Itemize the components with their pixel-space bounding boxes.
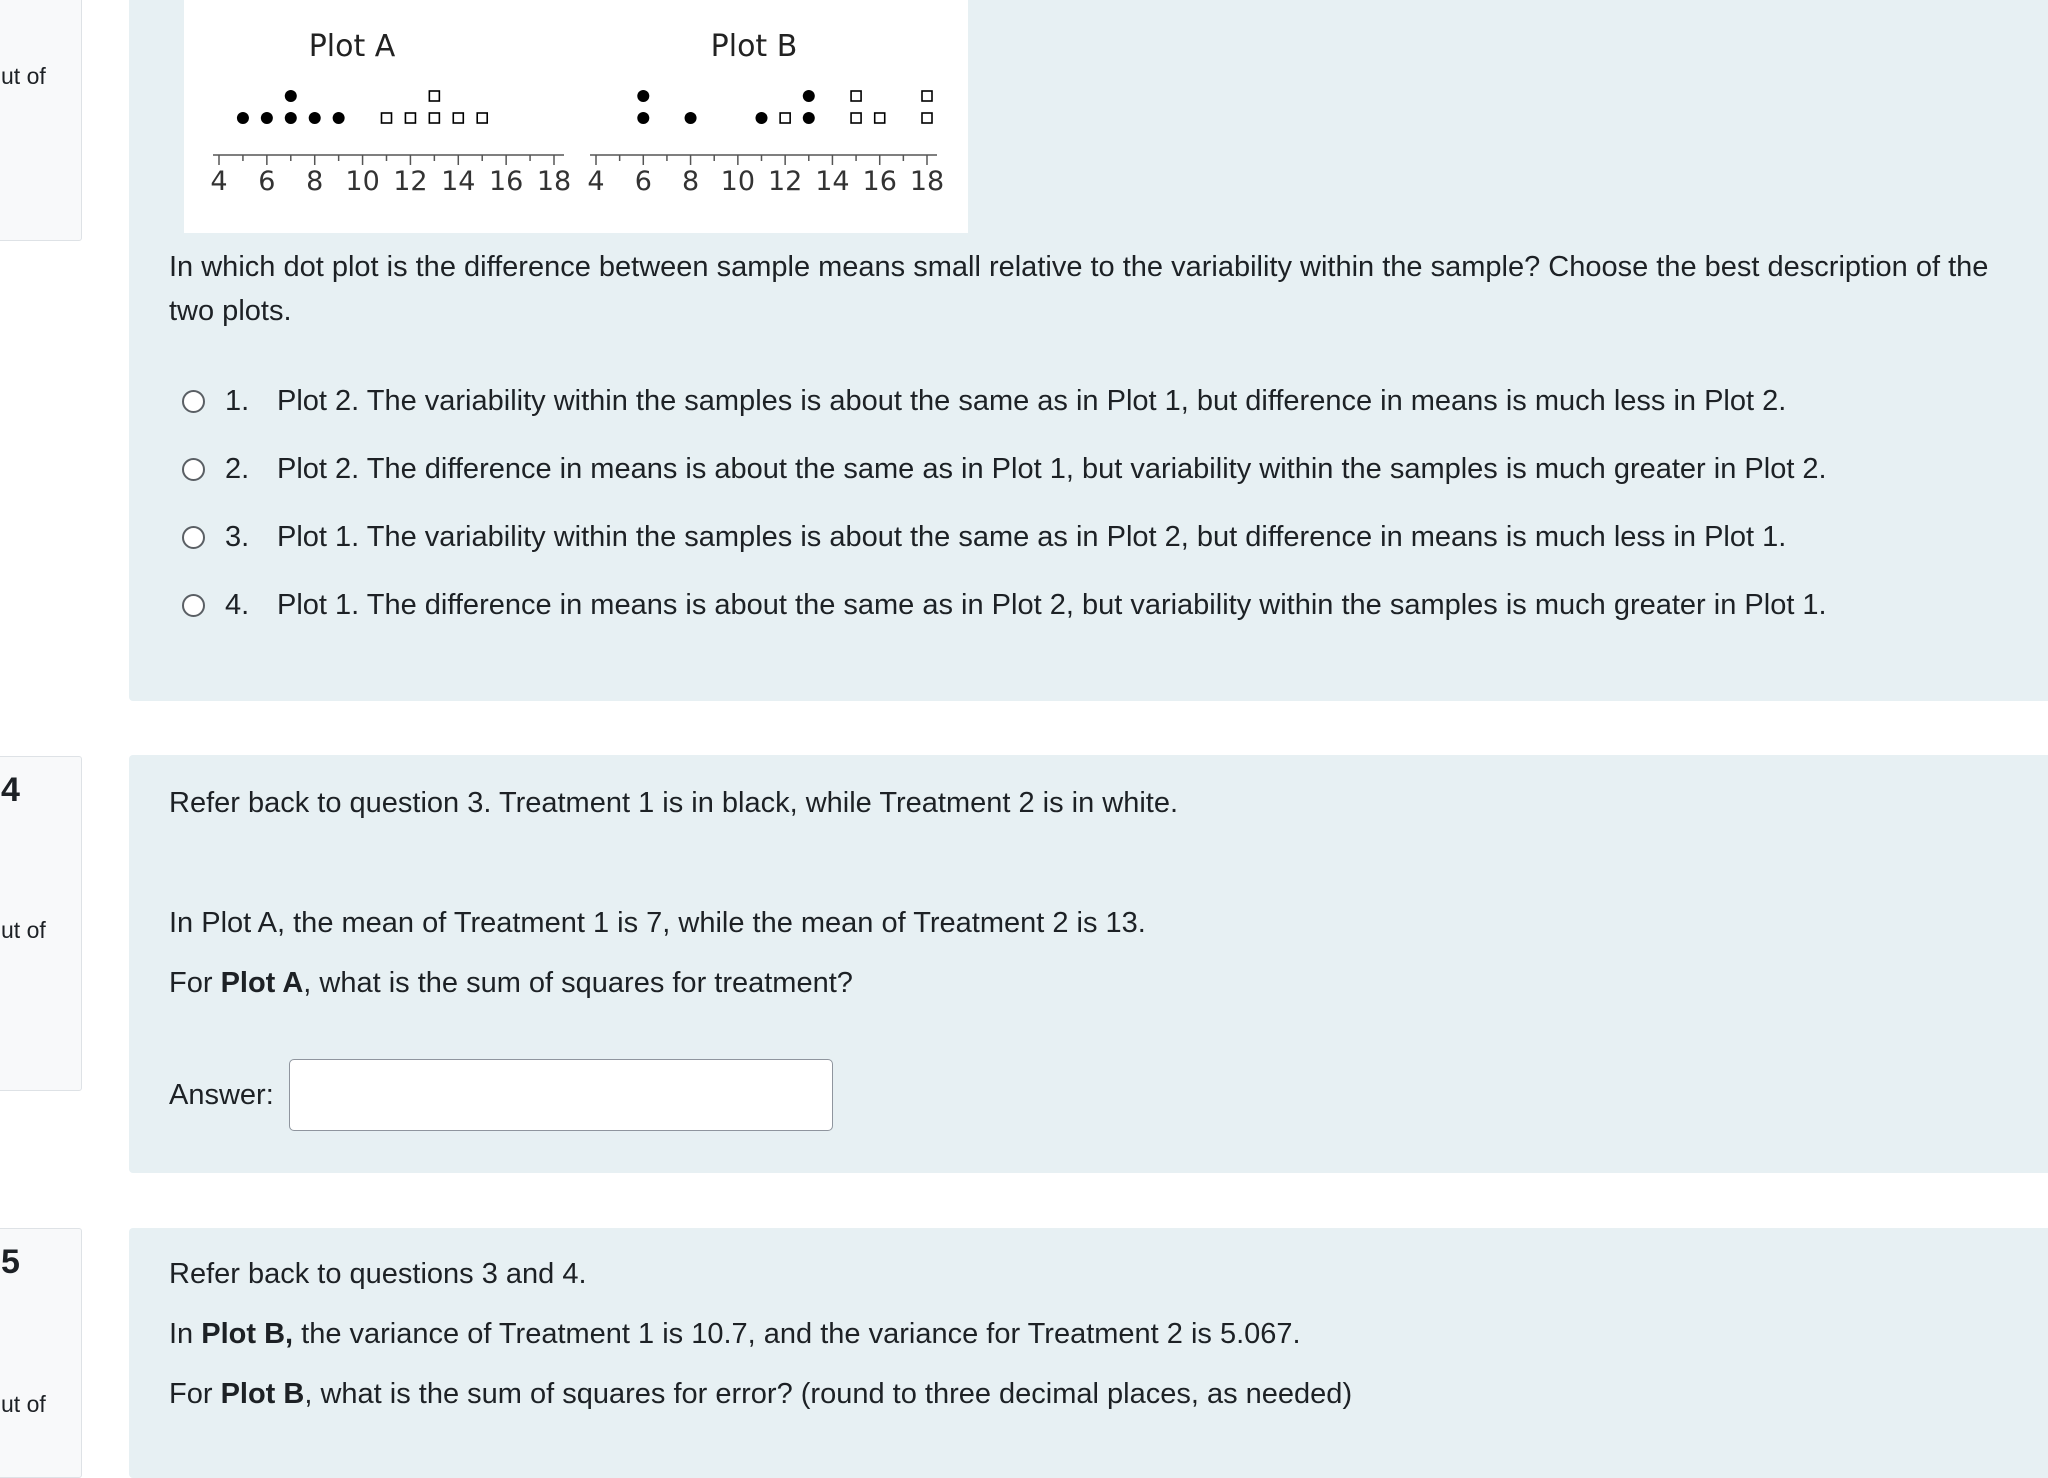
plot-title: Plot B <box>710 29 798 64</box>
question-5-formulation <box>129 1228 2048 1478</box>
answer-choice-4[interactable] <box>182 585 1827 625</box>
data-point-treatment-1 <box>803 90 815 102</box>
data-point-treatment-1 <box>637 90 649 102</box>
question-3-formulation <box>129 0 2048 701</box>
tick-label: 8 <box>681 166 700 197</box>
question-text-line-3 <box>169 1372 1352 1416</box>
data-point-treatment-1 <box>756 112 768 124</box>
data-point-treatment-1 <box>261 112 273 124</box>
choice-label[interactable]: Plot 2. The variability within the samples is about the same as in Plot 1, but difference in means is much less in Plot 2. <box>277 384 1787 417</box>
question-info-5 <box>0 1228 82 1478</box>
data-point-treatment-1 <box>803 112 815 124</box>
choice-label[interactable]: Plot 2. The difference in means is about the same as in Plot 1, but variability within the samples is much greater in Plot 2. <box>277 452 1827 485</box>
answer-input[interactable] <box>289 1059 833 1131</box>
data-point-treatment-1 <box>685 112 697 124</box>
data-point-treatment-2 <box>405 113 415 123</box>
answer-choice-3[interactable] <box>182 517 1786 557</box>
question-out-of: ut of <box>1 1391 46 1417</box>
text: , what is the sum of squares for error? (round to three decimal places, as needed) <box>304 1378 1353 1410</box>
radio-button[interactable] <box>182 390 205 413</box>
question-4-formulation <box>129 755 2048 1173</box>
data-point-treatment-1 <box>309 112 321 124</box>
question-out-of: ut of <box>1 917 46 943</box>
answer-label: Answer: <box>169 1079 274 1111</box>
question-prompt: In which dot plot is the difference between sample means small relative to the variability within the sample? Choose the best description of the two plots. <box>169 251 1989 327</box>
data-point-treatment-2 <box>875 113 885 123</box>
question-number: 4 <box>1 771 20 809</box>
question-text-line-3 <box>169 961 853 1005</box>
data-point-treatment-2 <box>922 91 932 101</box>
choice-number: 3. <box>225 520 250 553</box>
text: In <box>169 1318 202 1350</box>
bold-text: Plot A <box>220 967 304 999</box>
tick-label: 8 <box>306 166 324 197</box>
tick-label: 18 <box>536 166 572 197</box>
text: , what is the sum of squares for treatment? <box>303 967 853 999</box>
data-point-treatment-2 <box>780 113 790 123</box>
data-point-treatment-1 <box>637 112 649 124</box>
radio-button[interactable] <box>182 526 205 549</box>
text: For <box>169 967 221 999</box>
data-point-treatment-2 <box>851 113 861 123</box>
tick-label: 10 <box>720 166 756 197</box>
tick-label: 6 <box>258 166 276 197</box>
tick-label: 14 <box>441 166 476 197</box>
question-text-line-2 <box>169 1312 1301 1356</box>
choice-number: 1. <box>225 384 250 417</box>
data-point-treatment-2 <box>429 113 439 123</box>
text: For <box>169 1378 221 1410</box>
text: the variance of Treatment 1 is 10.7, and the variance for Treatment 2 is 5.067. <box>293 1318 1301 1350</box>
data-point-treatment-2 <box>429 91 439 101</box>
tick-label: 16 <box>488 166 524 197</box>
answer-choice-2[interactable] <box>182 449 1827 489</box>
data-point-treatment-2 <box>922 113 932 123</box>
tick-label: 10 <box>345 166 380 197</box>
question-text-line-1: Refer back to question 3. Treatment 1 is in black, while Treatment 2 is in white. <box>169 787 1179 819</box>
plot-title: Plot A <box>308 29 396 64</box>
tick-label: 12 <box>393 166 428 197</box>
question-info-3 <box>0 0 82 241</box>
choice-number: 4. <box>225 588 250 621</box>
question-number: 5 <box>1 1243 20 1281</box>
question-out-of: ut of <box>1 63 46 89</box>
data-point-treatment-1 <box>285 90 297 102</box>
bold-text: Plot B <box>220 1378 305 1410</box>
tick-label: 12 <box>767 166 803 197</box>
question-text-line-1: Refer back to questions 3 and 4. <box>169 1258 587 1290</box>
data-point-treatment-1 <box>237 112 249 124</box>
tick-label: 4 <box>210 166 228 197</box>
data-point-treatment-2 <box>453 113 463 123</box>
tick-label: 14 <box>815 166 850 197</box>
tick-label: 16 <box>862 166 897 197</box>
question-text-line-2: In Plot A, the mean of Treatment 1 is 7, while the mean of Treatment 2 is 13. <box>169 907 1146 939</box>
dot-plots-image <box>184 0 968 233</box>
tick-label: 18 <box>909 166 945 197</box>
answer-choice-1[interactable] <box>182 381 1786 421</box>
question-info-4 <box>0 756 82 1091</box>
data-point-treatment-2 <box>851 91 861 101</box>
data-point-treatment-1 <box>285 112 297 124</box>
data-point-treatment-2 <box>382 113 392 123</box>
choice-label[interactable]: Plot 1. The variability within the samples is about the same as in Plot 2, but difference in means is much less in Plot 1. <box>277 520 1787 553</box>
dot-plots-svg <box>184 0 968 233</box>
tick-label: 6 <box>634 166 652 197</box>
bold-text: Plot B, <box>201 1318 294 1350</box>
radio-button[interactable] <box>182 458 205 481</box>
data-point-treatment-2 <box>477 113 487 123</box>
tick-label: 4 <box>587 166 605 197</box>
data-point-treatment-1 <box>333 112 345 124</box>
radio-button[interactable] <box>182 594 205 617</box>
choice-number: 2. <box>225 452 250 485</box>
choice-label[interactable]: Plot 1. The difference in means is about the same as in Plot 2, but variability within the samples is much greater in Plot 1. <box>277 588 1827 621</box>
